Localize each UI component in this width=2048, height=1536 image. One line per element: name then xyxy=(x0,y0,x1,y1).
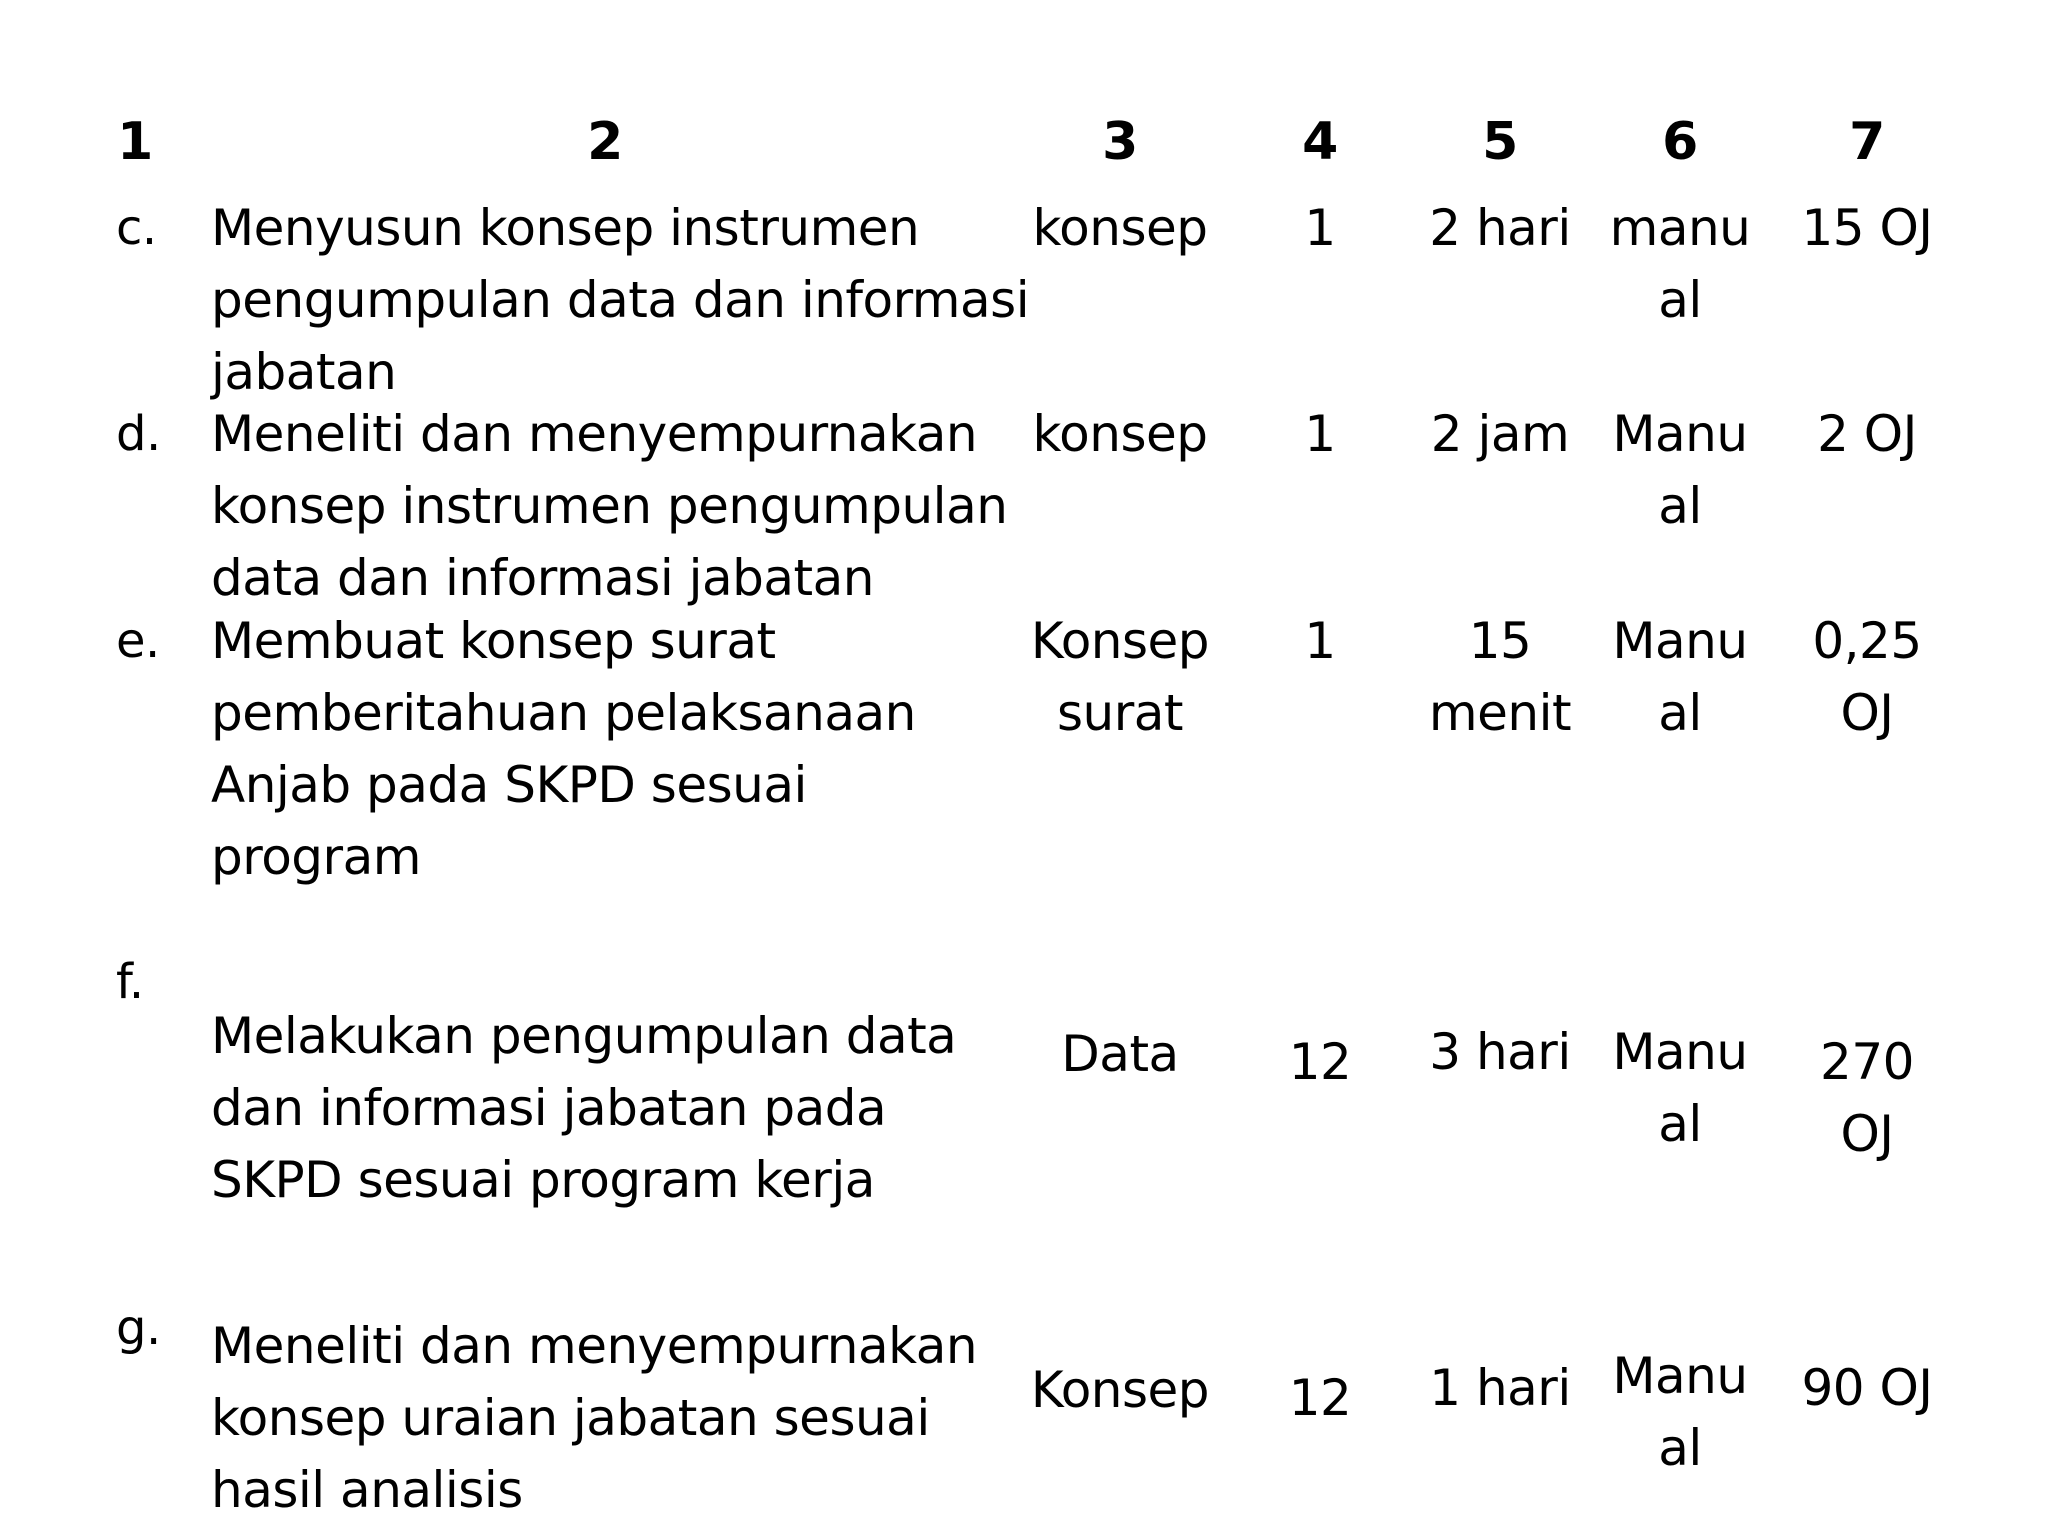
row-quantity: 12 xyxy=(1288,1369,1352,1427)
column-header-6: 6 xyxy=(1662,112,1698,172)
row-method: manu al xyxy=(1609,199,1751,329)
row-total: 0,25 OJ xyxy=(1812,612,1922,742)
row-output: Data xyxy=(1061,1025,1179,1083)
row-method: Manu al xyxy=(1612,1023,1748,1153)
row-method: Manu al xyxy=(1612,405,1748,535)
column-header-1: 1 xyxy=(117,112,153,172)
row-quantity: 1 xyxy=(1304,405,1336,463)
column-header-5: 5 xyxy=(1482,112,1518,172)
column-header-3: 3 xyxy=(1102,112,1138,172)
row-output: Konsep xyxy=(1030,1361,1210,1419)
row-description: Meneliti dan menyempurnakan konsep instrumen pengumpulan data dan informasi jabatan xyxy=(211,405,1008,607)
row-label: c. xyxy=(116,200,157,256)
column-header-2: 2 xyxy=(587,112,623,172)
row-output: konsep xyxy=(1032,199,1208,257)
row-output: Konsep surat xyxy=(1030,612,1210,742)
column-header-7: 7 xyxy=(1849,112,1885,172)
row-quantity: 1 xyxy=(1304,612,1336,670)
row-output: konsep xyxy=(1032,405,1208,463)
row-description: Meneliti dan menyempurnakan konsep uraian jabatan sesuai hasil analisis xyxy=(211,1317,978,1519)
row-description: Menyusun konsep instrumen pengumpulan data dan informasi jabatan xyxy=(211,199,1030,401)
row-method: Manu al xyxy=(1612,612,1748,742)
row-quantity: 12 xyxy=(1288,1033,1352,1091)
row-total: 2 OJ xyxy=(1817,405,1917,463)
row-time: 3 hari xyxy=(1429,1023,1571,1081)
row-total: 90 OJ xyxy=(1801,1359,1933,1417)
row-method: Manu al xyxy=(1612,1347,1748,1477)
row-total: 15 OJ xyxy=(1801,199,1933,257)
row-time: 1 hari xyxy=(1429,1359,1571,1417)
row-time: 15 menit xyxy=(1428,612,1572,742)
row-description: Membuat konsep surat pemberitahuan pelaksanaan Anjab pada SKPD sesuai program xyxy=(211,612,916,886)
row-label: d. xyxy=(116,406,161,462)
row-time: 2 hari xyxy=(1429,199,1571,257)
column-header-4: 4 xyxy=(1302,112,1338,172)
row-description: Melakukan pengumpulan data dan informasi jabatan pada SKPD sesuai program kerja xyxy=(211,1007,957,1209)
row-time: 2 jam xyxy=(1430,405,1570,463)
row-label: f. xyxy=(116,954,144,1010)
row-label: g. xyxy=(116,1300,161,1356)
row-label: e. xyxy=(116,613,160,669)
row-total: 270 OJ xyxy=(1820,1033,1914,1163)
row-quantity: 1 xyxy=(1304,199,1336,257)
